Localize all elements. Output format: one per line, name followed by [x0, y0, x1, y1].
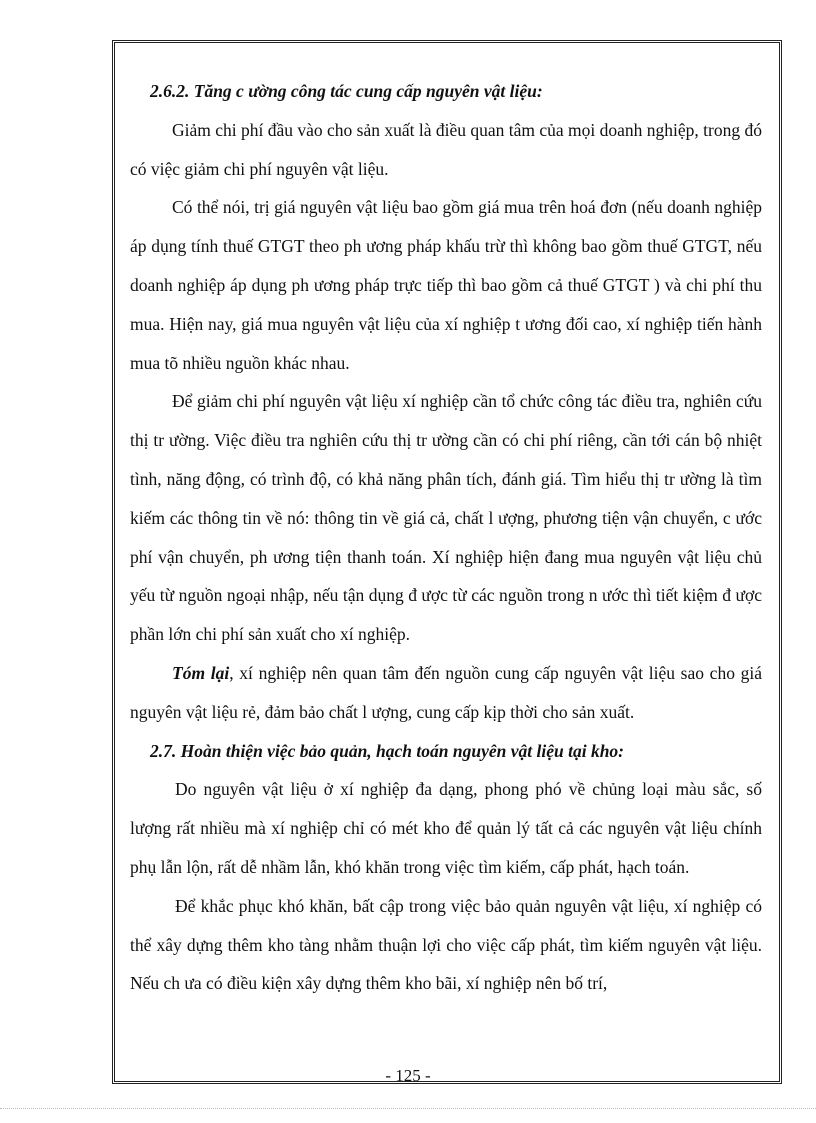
- document-body: [130, 72, 762, 1003]
- section-heading-2-6-2: 2.6.2. Tăng c ường công tác cung cấp nguyên vật liệu:: [150, 81, 543, 101]
- paragraph: Để khắc phục khó khăn, bất cập trong việc bảo quản nguyên vật liệu, xí nghiệp có thể xây dựng thêm kho tàng nhằm thuận lợi cho việc cấp phát, tìm kiếm nguyên vật liệu. Nếu ch ưa có điều kiện xây dựng thêm kho bãi, xí nghiệp nên bố trí,: [130, 895, 762, 994]
- summary-paragraph: [130, 654, 762, 732]
- page-edge-divider: [0, 1108, 816, 1109]
- paragraph: Có thể nói, trị giá nguyên vật liệu bao gồm giá mua trên hoá đơn (nếu doanh nghiệp áp dụng tính thuế GTGT theo ph ương pháp khấu trừ thì không bao gồm thuế GTGT, nếu doanh nghiệp áp dụng ph ương pháp trực tiếp thì bao gồm cả thuế GTGT ) và chi phí thu mua. Hiện nay, giá mua nguyên vật liệu của xí nghiệp t ương đối cao, xí nghiệp tiến hành mua tõ nhiều nguồn khác nhau.: [130, 197, 762, 373]
- paragraph: Để giảm chi phí nguyên vật liệu xí nghiệp cần tổ chức công tác điều tra, nghiên cứu thị tr ường. Việc điều tra nghiên cứu thị tr ường cần có chi phí riêng, cần tới cán bộ nhiệt tình, năng động, có trình độ, có khả năng phân tích, đánh giá. Tìm hiểu thị tr ường là tìm kiếm các thông tin về nó: thông tin về giá cả, chất l ượng, phương tiện vận chuyển, c ước phí vận chuyển, ph ương tiện thanh toán. Xí nghiệp hiện đang mua nguyên vật liệu chủ yếu từ nguồn ngoại nhập, nếu tận dụng đ ược từ các nguồn trong n ước thì tiết kiệm đ ược phần lớn chi phí sản xuất cho xí nghiệp.: [130, 391, 762, 645]
- paragraph: Giảm chi phí đầu vào cho sản xuất là điều quan tâm của mọi doanh nghiệp, trong đó có việc giảm chi phí nguyên vật liệu.: [130, 119, 762, 179]
- section-heading-2-7: 2.7. Hoàn thiện việc bảo quản, hạch toán nguyên vật liệu tại kho:: [150, 740, 625, 761]
- summary-lead: Tóm lại: [172, 662, 230, 683]
- paragraph: Do nguyên vật liệu ở xí nghiệp đa dạng, phong phó về chủng loại màu sắc, số lượng rất nhiều mà xí nghiệp chỉ có mét kho để quản lý tất cả các nguyên vật liệu chính phụ lẫn lộn, rất dễ nhầm lẫn, khó khăn trong việc tìm kiếm, cấp phát, hạch toán.: [130, 779, 762, 877]
- page-number: - 125 -: [385, 1066, 431, 1085]
- summary-text: , xí nghiệp nên quan tâm đến nguồn cung cấp nguyên vật liệu sao cho giá nguyên vật liệu rẻ, đảm bảo chất l ượng, cung cấp kịp thời cho sản xuất.: [130, 662, 763, 722]
